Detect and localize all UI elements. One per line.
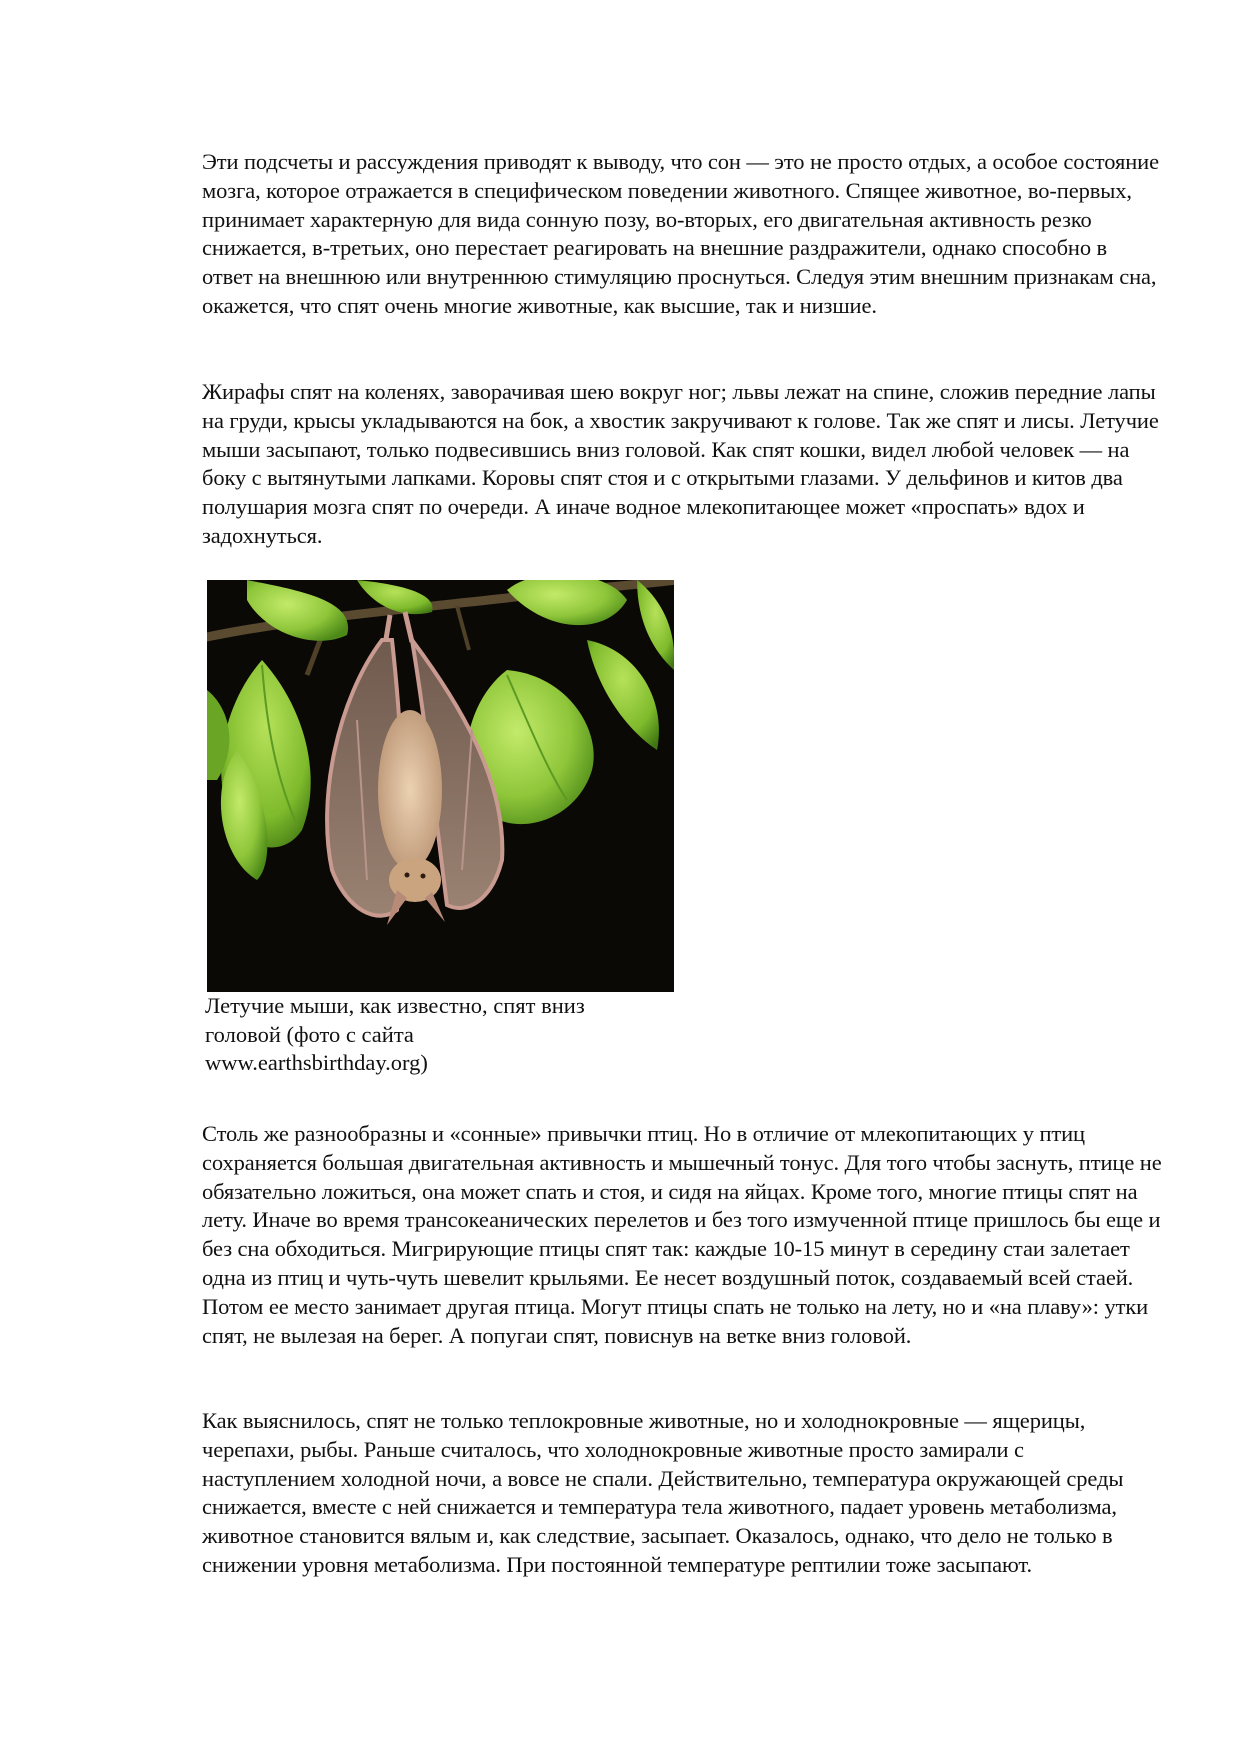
bat-body [378, 710, 442, 870]
bat-photo [207, 580, 674, 992]
bat-photo-illustration [207, 580, 674, 992]
caption-line-2: головой (фото с сайта [205, 1021, 414, 1047]
paragraph-cold-blooded-sleep: Как выяснилось, спят не только теплокровные животные, но и холоднокровные — ящерицы, черепахи, рыбы. Раньше считалось, что холоднокровные животные просто замирали с наступлением холодной ночи, а вовсе не спали. Действительно, температура окружающей среды снижается, вместе с ней снижается и температура тела животного, падает уровень метаболизма, животное становится вялым и, как следствие, засыпает. Оказалось, однако, что дело не только в снижении уровня метаболизма. При постоянной температуре рептилии тоже засыпают. [202, 1408, 1124, 1577]
caption-line-3: www.earthsbirthday.org) [205, 1050, 428, 1075]
paragraph-mammal-sleep-poses: Жирафы спят на коленях, заворачивая шею вокруг ног; львы лежат на спине, сложив передние лапы на груди, крысы укладываются на бок, а хвостик закручивают к голове. Так же спят и лисы. Летучие мыши засыпают, только подвесившись вниз головой. Как спят кошки, видел любой человек — на боку с вытянутыми лапками. Коровы спят стоя и с открытыми глазами. У дельфинов и китов два полушария мозга спят по очереди. А иначе водное млекопитающее может «проспать» вдох и задохнуться. [202, 379, 1159, 548]
paragraph-sleep-definition: Эти подсчеты и рассуждения приводят к выводу, что сон — это не просто отдых, а особое состояние мозга, которое отражается в специфическом поведении животного. Спящее животное, во-первых, принимает характерную для вида сонную позу, во-вторых, его двигательная активность резко снижается, в-третьих, оно перестает реагировать на внешние раздражители, однако способно в ответ на внешнюю или внутреннюю стимуляцию проснуться. Следуя этим внешним признакам сна, окажется, что спят очень многие животные, как высшие, так и низшие. [202, 149, 1159, 318]
photo-caption [205, 992, 675, 1078]
caption-line-1: Летучие мыши, как известно, спят вниз [205, 993, 585, 1018]
paragraph-bird-sleep: Столь же разнообразны и «сонные» привычки птиц. Но в отличие от млекопитающих у птиц сохраняется большая двигательная активность и мышечный тонус. Для того чтобы заснуть, птице не обязательно ложиться, она может спать и стоя, и сидя на яйцах. Кроме того, многие птицы спят на лету. Иначе во время трансокеанических перелетов и без того измученной птице пришлось бы еще и без сна обходиться. Мигрирующие птицы спят так: каждые 10-15 минут в середину стаи залетает одна из птиц и чуть-чуть шевелит крыльями. Ее несет воздушный поток, создаваемый всей стаей. Потом ее место занимает другая птица. Могут птицы спать не только на лету, но и «на плаву»: утки спят, не вылезая на берег. А попугаи спят, повиснув на ветке вниз головой. [202, 1121, 1162, 1348]
